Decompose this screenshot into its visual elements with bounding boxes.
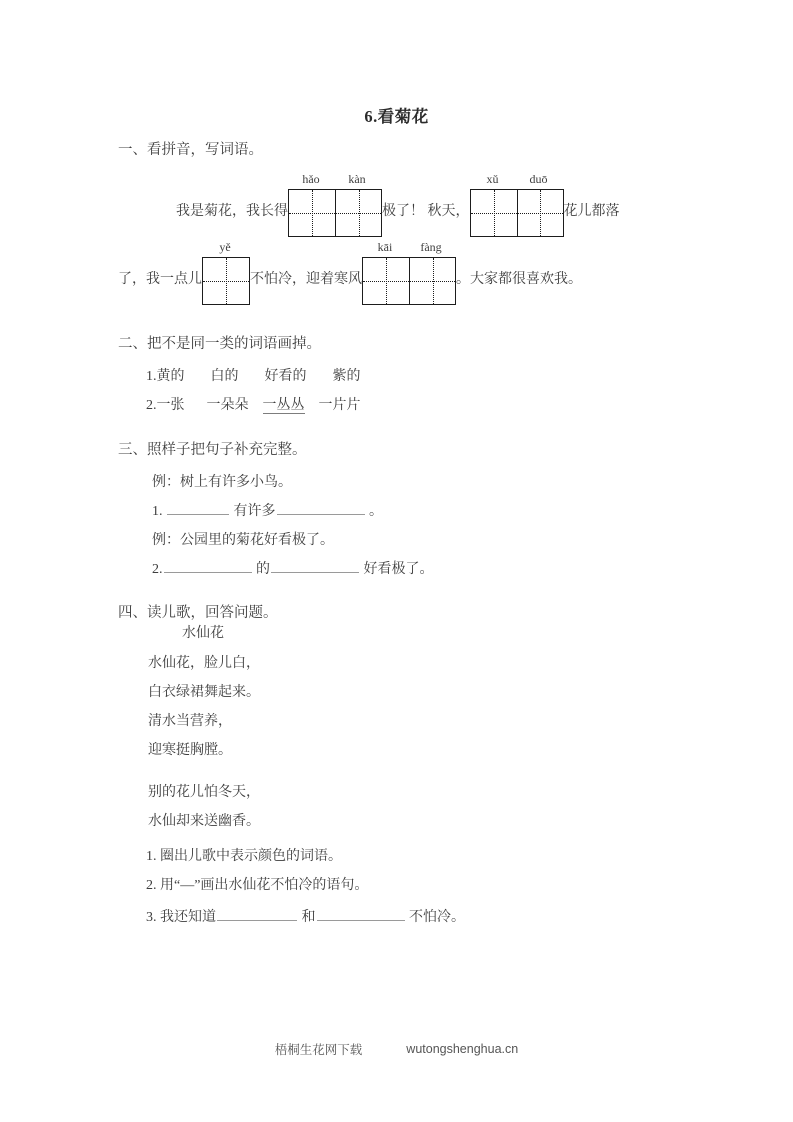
- exercise-tail-text-1: 花儿都落: [563, 204, 620, 219]
- tianzige-cell[interactable]: [471, 190, 517, 236]
- poem-line: 水仙却来送幽香。: [148, 814, 260, 829]
- word-option[interactable]: 好看的: [264, 369, 307, 384]
- poem-line: 迎寒挺胸膛。: [148, 743, 232, 758]
- answer-blank[interactable]: [164, 559, 252, 573]
- pinyin-syllable: xǔ: [486, 172, 499, 186]
- answer-blank[interactable]: [217, 907, 297, 921]
- pinyin-syllable: fàng: [420, 240, 442, 254]
- pinyin-row-1: [288, 172, 382, 187]
- footer: [0, 1040, 793, 1058]
- tianzige-group-1: [288, 172, 382, 237]
- pinyin-syllable: kàn: [348, 172, 366, 186]
- question-text: 圈出儿歌中表示颜色的词语。: [160, 849, 342, 864]
- section-heading-1: 一、看拼音，写词语。: [118, 142, 263, 158]
- tianzige-cell[interactable]: [363, 258, 409, 304]
- footer-site-url: wutongshenghua.cn: [406, 1042, 519, 1056]
- question-prefix-text: 我还知道: [160, 910, 216, 925]
- item-number: 1.: [146, 369, 157, 384]
- pinyin-row-2: [470, 172, 564, 187]
- tianzige-cell[interactable]: [409, 258, 455, 304]
- exercise-tail-text-2: 。大家都很喜欢我。: [456, 272, 582, 287]
- section-4-question-1: [146, 845, 342, 865]
- poem-line: 别的花儿怕冬天，: [148, 785, 260, 800]
- question-suffix-text: 。: [369, 504, 383, 519]
- item-number: 2.: [146, 878, 157, 893]
- poem-line: 水仙花，脸儿白，: [148, 656, 260, 671]
- tianzige-boxes[interactable]: [470, 189, 564, 237]
- page-title: 6.看菊花: [364, 107, 429, 126]
- section-heading-3: 三、照样子把句子补充完整。: [118, 442, 307, 458]
- tianzige-boxes[interactable]: [362, 257, 456, 305]
- section-4-question-3: [146, 906, 465, 926]
- tianzige-cell[interactable]: [203, 258, 249, 304]
- tianzige-boxes[interactable]: [202, 257, 250, 305]
- section-3-question-2: [152, 558, 434, 578]
- poem-line: 清水当营养，: [148, 714, 232, 729]
- section-3-example-1: 例：树上有许多小鸟。: [152, 475, 292, 490]
- section-3-example-2: 例：公园里的菊花好看极了。: [152, 533, 334, 548]
- poem-line: 白衣绿裙舞起来。: [148, 685, 260, 700]
- exercise-lead-text-2: 了，我一点儿: [118, 272, 202, 287]
- section-4-question-2: [146, 874, 368, 894]
- question-mid-text: 有许多: [233, 504, 276, 519]
- word-option[interactable]: 白的: [210, 369, 239, 384]
- question-mid-text: 的: [256, 562, 270, 577]
- section-heading-4: 四、读儿歌，回答问题。: [118, 605, 278, 621]
- item-number: 1.: [146, 849, 157, 864]
- question-text: 用“—”画出水仙花不怕冷的语句。: [160, 878, 369, 893]
- word-option[interactable]: 一片片: [318, 398, 361, 413]
- answer-blank[interactable]: [271, 559, 359, 573]
- word-option[interactable]: 一张: [156, 398, 185, 413]
- item-number: 1.: [152, 504, 163, 519]
- word-option[interactable]: 黄的: [156, 369, 185, 384]
- tianzige-group-4: [362, 240, 456, 305]
- question-suffix-text: 好看极了。: [363, 562, 434, 577]
- tianzige-cell[interactable]: [335, 190, 381, 236]
- item-number: 2.: [146, 398, 157, 413]
- question-suffix-text: 不怕冷。: [409, 910, 465, 925]
- section-2-item-2: [146, 394, 361, 414]
- pinyin-syllable: hǎo: [302, 172, 320, 186]
- tianzige-boxes[interactable]: [288, 189, 382, 237]
- item-number: 3.: [146, 910, 157, 925]
- exercise-middle-text-1: 极了！ 秋天，: [382, 204, 470, 219]
- tianzige-cell[interactable]: [289, 190, 335, 236]
- item-number: 2.: [152, 562, 163, 577]
- section-heading-2: 二、把不是同一类的词语画掉。: [118, 336, 321, 352]
- answer-blank[interactable]: [317, 907, 405, 921]
- section-2-item-1: [146, 365, 361, 385]
- footer-site-name: 梧桐生花网下载: [274, 1043, 363, 1057]
- pinyin-exercise-row-2: [118, 240, 582, 305]
- exercise-lead-text-1: 我是菊花，我长得: [176, 204, 288, 219]
- section-3-question-1: [152, 500, 383, 520]
- exercise-middle-text-2: 不怕冷，迎着寒风: [250, 272, 362, 287]
- question-mid-text: 和: [301, 910, 316, 925]
- pinyin-syllable: duō: [529, 172, 548, 186]
- word-option[interactable]: 紫的: [332, 369, 361, 384]
- answer-blank[interactable]: [277, 501, 365, 515]
- answer-blank[interactable]: [167, 501, 229, 515]
- tianzige-cell[interactable]: [517, 190, 563, 236]
- pinyin-row-3: [202, 240, 250, 255]
- pinyin-syllable: yě: [219, 240, 231, 254]
- pinyin-syllable: kāi: [377, 240, 393, 254]
- pinyin-row-4: [362, 240, 456, 255]
- pinyin-exercise-row-1: [176, 172, 620, 237]
- tianzige-group-2: [470, 172, 564, 237]
- word-option[interactable]: 一朵朵: [206, 398, 249, 413]
- poem-title: 水仙花: [182, 626, 224, 641]
- tianzige-group-3: [202, 240, 250, 305]
- word-option-marked[interactable]: 一丛丛: [262, 398, 305, 413]
